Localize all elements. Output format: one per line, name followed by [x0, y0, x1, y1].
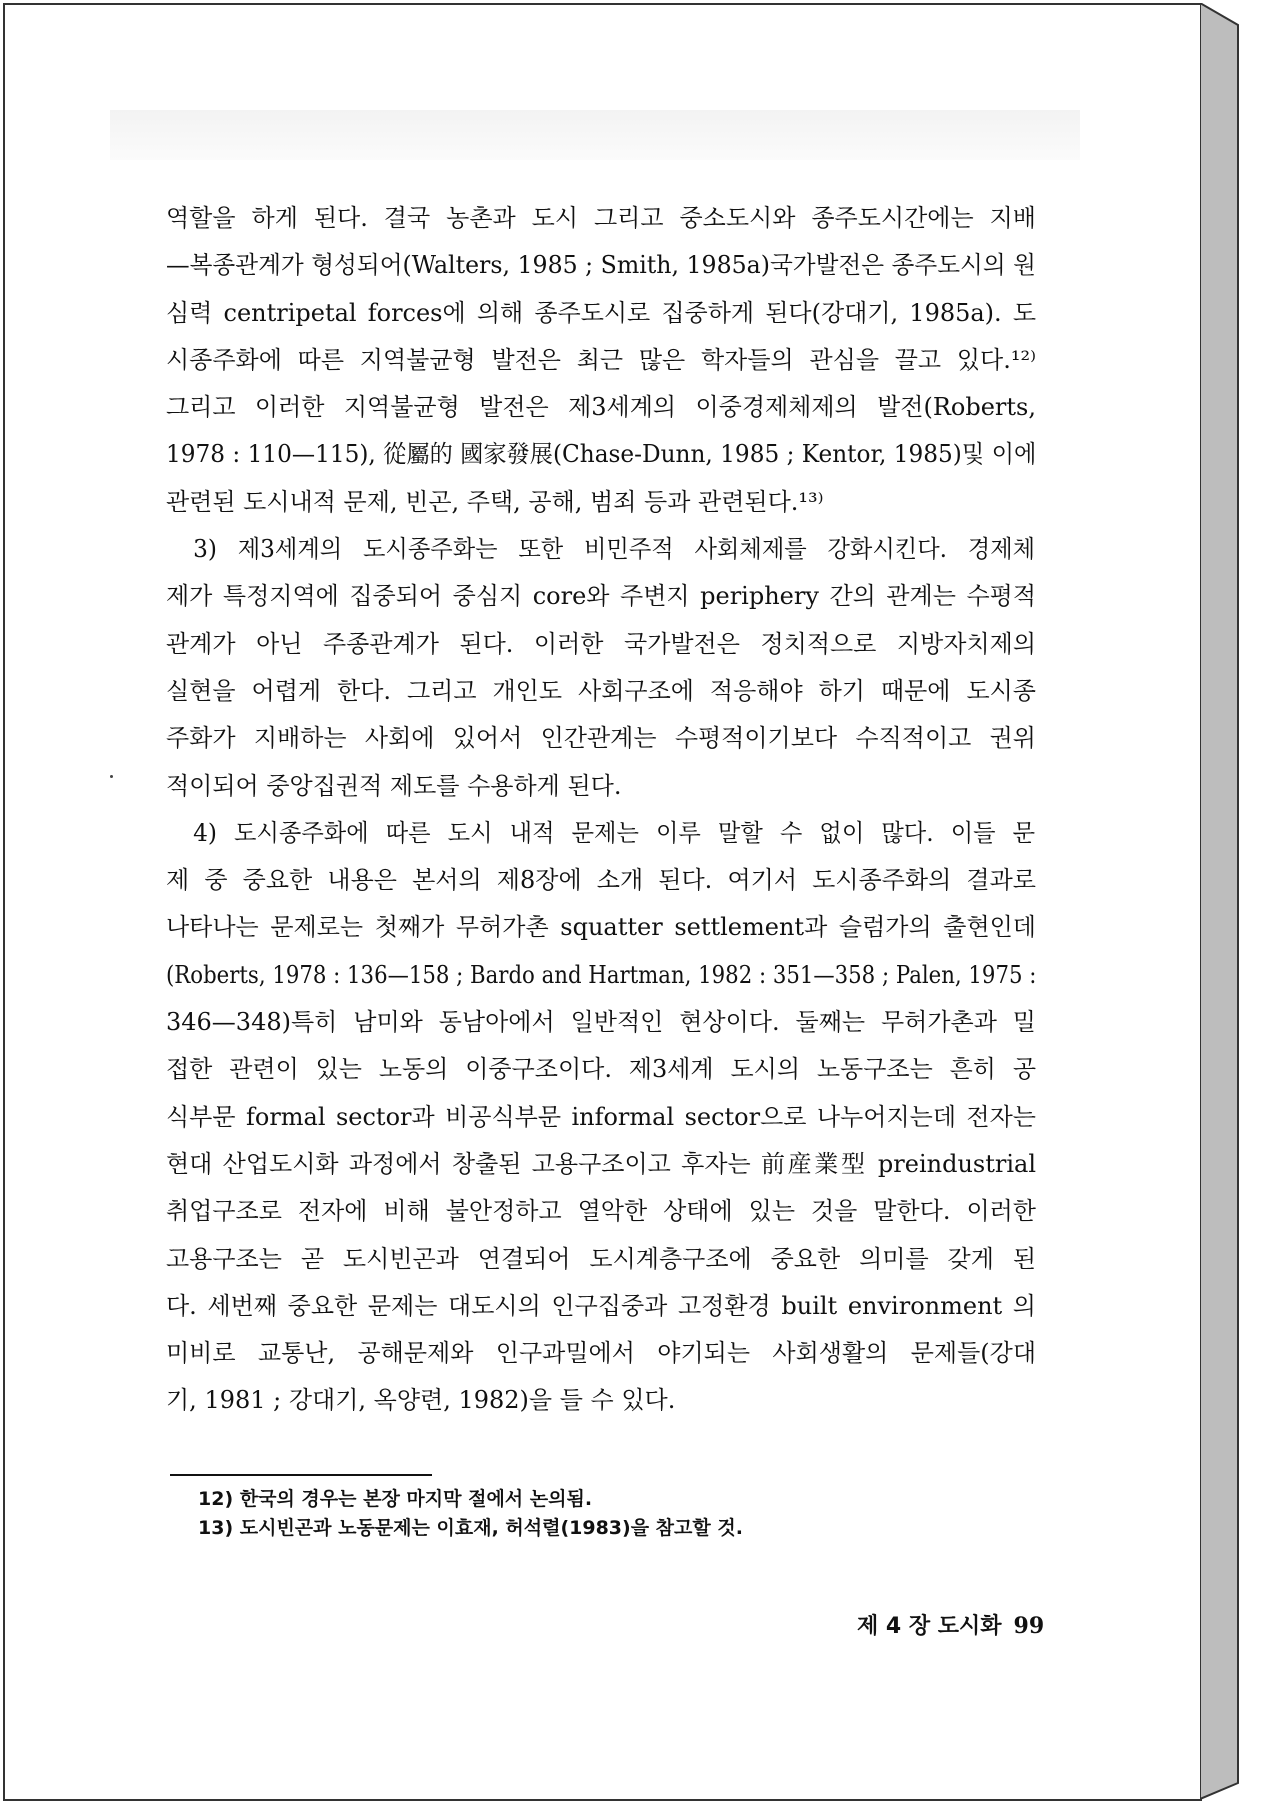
- text-line: 제 중 중요한 내용은 본서의 제8장에 소개 된다. 여기서 도시종주화의 결과로: [166, 866, 1036, 895]
- text-line: 관련된 도시내적 문제, 빈곤, 주택, 공해, 범죄 등과 관련된다.¹³⁾: [166, 487, 824, 516]
- text-line: 심력 centripetal forces에 의해 종주도시로 집중하게 된다(강대기, 1985a). 도: [166, 298, 1036, 327]
- book-edge: [1200, 3, 1260, 1801]
- text-line: 제가 특정지역에 집중되어 중심지 core와 주변지 periphery 간의 관계는 수평적: [166, 582, 1036, 611]
- text-line: 접한 관련이 있는 노동의 이중구조이다. 제3세계 도시의 노동구조는 흔히 공: [166, 1055, 1036, 1084]
- text-line: 식부문 formal sector과 비공식부문 informal sector으로 나누어지는데 전자는: [166, 1102, 1036, 1131]
- text-line: (Roberts, 1978 : 136—158 ; Bardo and Hartman, 1982 : 351—358 ; Palen, 1975 :: [166, 960, 1037, 989]
- text-line: 현대 산업도시화 과정에서 창출된 고용구조이고 후자는 前産業型 preindustrial: [166, 1149, 1036, 1178]
- text-line: 3) 제3세계의 도시종주화는 또한 비민주적 사회체제를 강화시킨다. 경제체: [193, 535, 1036, 564]
- text-line: 1978 : 110—115), 從屬的 國家發展(Chase-Dunn, 1985 ; Kentor, 1985)및 이에: [166, 440, 1037, 469]
- text-line: 역할을 하게 된다. 결국 농촌과 도시 그리고 중소도시와 종주도시간에는 지배: [166, 204, 1036, 232]
- text-line: 관계가 아닌 주종관계가 된다. 이러한 국가발전은 정치적으로 지방자치제의: [166, 629, 1036, 658]
- paragraph: [166, 526, 1036, 810]
- text-line: 다. 세번째 중요한 문제는 대도시의 인구집중과 고정환경 built environment 의: [166, 1291, 1036, 1320]
- text-line: 346—348)특히 남미와 동남아에서 일반적인 현상이다. 둘째는 무허가촌과 밀: [166, 1008, 1036, 1037]
- text-line: 4) 도시종주화에 따른 도시 내적 문제는 이루 말할 수 없이 많다. 이들 문: [193, 818, 1036, 847]
- text-line: 취업구조로 전자에 비해 불안정하고 열악한 상태에 있는 것을 말한다. 이러한: [166, 1197, 1036, 1226]
- scan-shadow: [110, 110, 1080, 160]
- paragraph: [166, 810, 1036, 1425]
- text-line: 고용구조는 곧 도시빈곤과 연결되어 도시계층구조에 중요한 의미를 갖게 된: [166, 1244, 1036, 1273]
- text-line: 그리고 이러한 지역불균형 발전은 제3세계의 이중경제체제의 발전(Roberts,: [166, 393, 1036, 422]
- body-text: [166, 195, 1036, 1425]
- chapter-title: 제 4 장 도시화: [857, 1614, 1002, 1639]
- footnote-rule: [170, 1474, 432, 1476]
- paragraph: [166, 195, 1036, 526]
- text-line: —복종관계가 형성되어(Walters, 1985 ; Smith, 1985a)국가발전은 종주도시의 원: [166, 251, 1036, 280]
- text-line: 적이되어 중앙집권적 제도를 수용하게 된다.: [166, 771, 622, 800]
- running-footer: [857, 1609, 1045, 1640]
- scan-speck: [110, 775, 113, 778]
- footnote: 13) 도시빈곤과 노동문제는 이효재, 허석렬(1983)을 참고할 것.: [198, 1517, 743, 1539]
- text-line: 미비로 교통난, 공해문제와 인구과밀에서 야기되는 사회생활의 문제들(강대: [166, 1339, 1036, 1368]
- text-line: 실현을 어렵게 한다. 그리고 개인도 사회구조에 적응해야 하기 때문에 도시종: [166, 676, 1036, 705]
- page-number: 99: [1013, 1613, 1045, 1639]
- text-line: 나타나는 문제로는 첫째가 무허가촌 squatter settlement과 슬럼가의 출현인데: [166, 913, 1036, 942]
- text-line: 시종주화에 따른 지역불균형 발전은 최근 많은 학자들의 관심을 끌고 있다.¹²⁾: [166, 345, 1036, 374]
- footnotes: [198, 1485, 998, 1543]
- text-line: 주화가 지배하는 사회에 있어서 인간관계는 수평적이기보다 수직적이고 권위: [166, 724, 1036, 753]
- footnote: 12) 한국의 경우는 본장 마지막 절에서 논의됨.: [198, 1488, 593, 1510]
- text-line: 기, 1981 ; 강대기, 옥양련, 1982)을 들 수 있다.: [166, 1386, 676, 1415]
